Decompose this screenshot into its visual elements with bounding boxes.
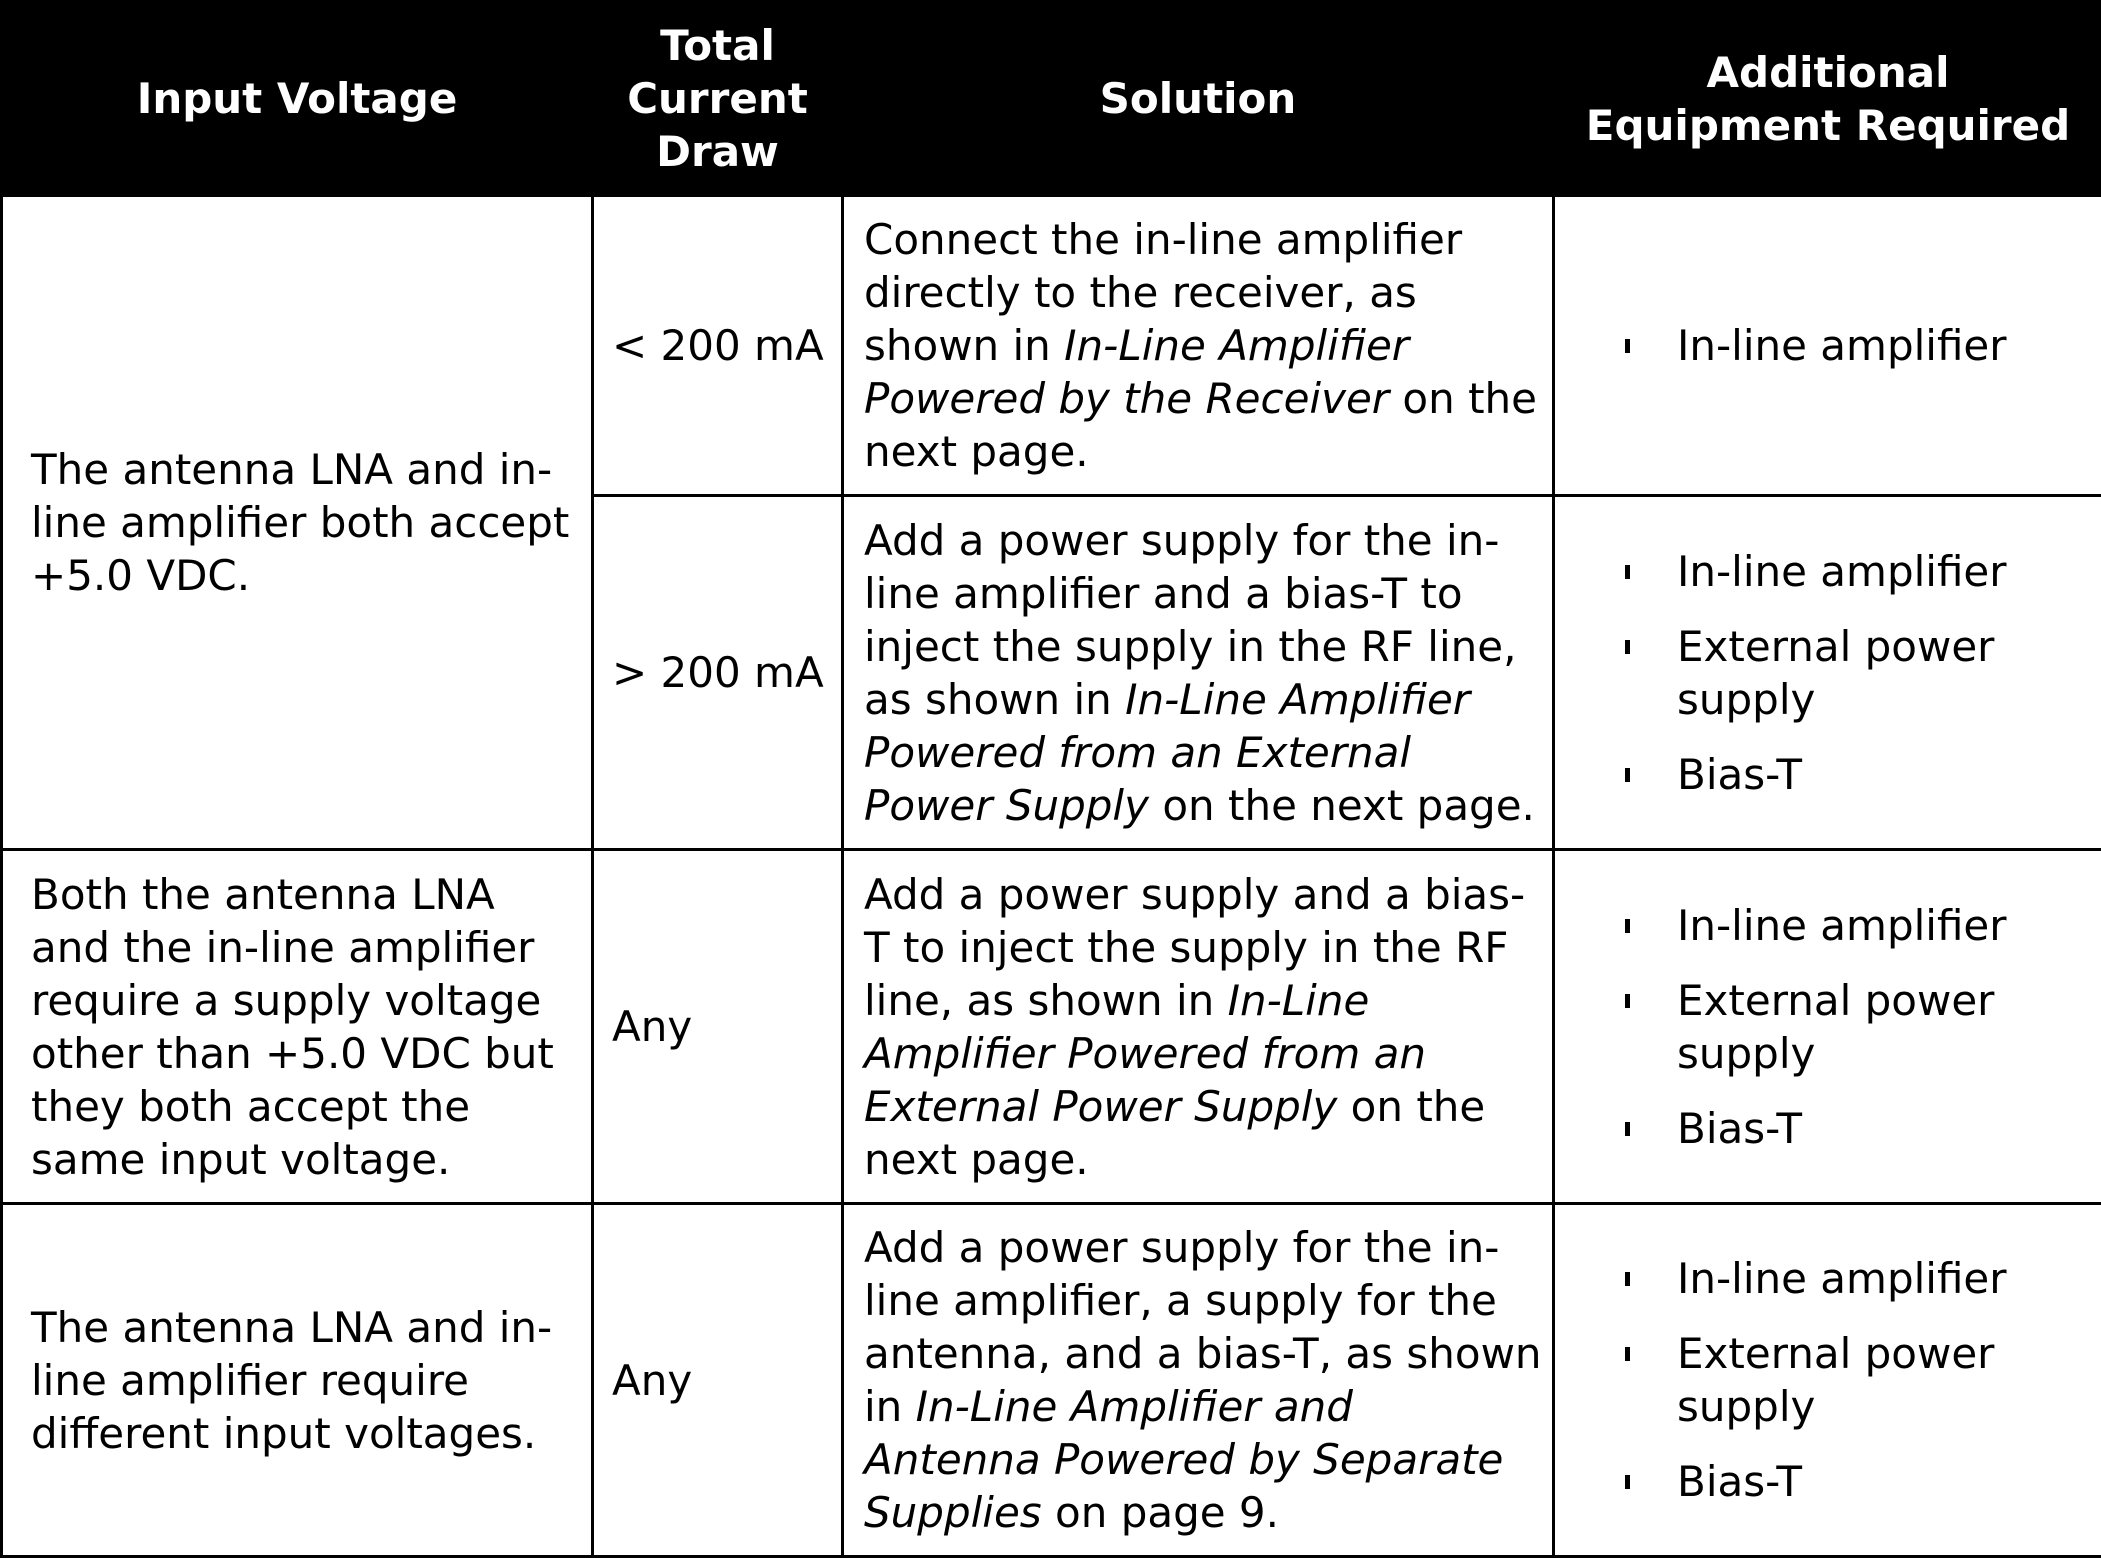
header-input-voltage: Input Voltage xyxy=(2,2,593,196)
solution-text: on the next page. xyxy=(864,374,1537,476)
equipment-list xyxy=(1625,899,2087,1155)
bullet-icon xyxy=(1625,565,1630,579)
solution-cell xyxy=(843,496,1554,850)
equipment-item-label: External power supply xyxy=(1677,976,1994,1078)
list-item xyxy=(1625,1102,2087,1155)
equipment-cell xyxy=(1554,496,2101,850)
list-item xyxy=(1625,545,2087,598)
header-total-current-draw: Total Current Draw xyxy=(593,2,843,196)
list-item xyxy=(1625,1252,2087,1305)
bullet-icon xyxy=(1625,640,1630,654)
list-item xyxy=(1625,748,2087,801)
current-draw-cell: > 200 mA xyxy=(593,496,843,850)
equipment-item-label: In-line amplifier xyxy=(1677,321,2007,370)
equipment-item-label: Bias-T xyxy=(1677,1457,1802,1506)
solution-reference: In-Line Amplifier Powered from an External Power Supply xyxy=(864,976,1426,1131)
header-row xyxy=(2,2,2101,196)
equipment-item-label: Bias-T xyxy=(1677,750,1802,799)
list-item xyxy=(1625,1327,2087,1433)
bullet-icon xyxy=(1625,1347,1630,1361)
solution-text: on the next page. xyxy=(1149,781,1535,830)
solution-text: Add a power supply and a bias-T to inject the supply in the RF line, as shown in xyxy=(864,870,1525,1025)
list-item xyxy=(1625,974,2087,1080)
bullet-icon xyxy=(1625,1122,1630,1136)
solution-reference: In-Line Amplifier Powered by the Receiver xyxy=(864,321,1409,423)
equipment-item-label: In-line amplifier xyxy=(1677,1254,2007,1303)
bullet-icon xyxy=(1625,339,1630,353)
header-solution: Solution xyxy=(843,2,1554,196)
equipment-cell xyxy=(1554,1204,2101,1557)
equipment-cell xyxy=(1554,850,2101,1204)
bullet-icon xyxy=(1625,919,1630,933)
solution-cell xyxy=(843,196,1554,496)
solution-reference: In-Line Amplifier Powered from an External Power Supply xyxy=(864,675,1470,830)
current-draw-cell: Any xyxy=(593,1204,843,1557)
bullet-icon xyxy=(1625,1272,1630,1286)
bullet-icon xyxy=(1625,994,1630,1008)
table-row xyxy=(2,1204,2101,1557)
equipment-item-label: Bias-T xyxy=(1677,1104,1802,1153)
input-voltage-cell: Both the antenna LNA and the in-line amplifier require a supply voltage other than +5.0 VDC but they both accept the same input voltage. xyxy=(2,850,593,1204)
solution-text: Add a power supply for the in-line amplifier and a bias-T to inject the supply in the RF line, as shown in xyxy=(864,516,1516,724)
list-item xyxy=(1625,319,2087,372)
equipment-item-label: In-line amplifier xyxy=(1677,547,2007,596)
equipment-list xyxy=(1625,319,2087,372)
equipment-item-label: In-line amplifier xyxy=(1677,901,2007,950)
list-item xyxy=(1625,1455,2087,1508)
solution-cell xyxy=(843,1204,1554,1557)
solution-text: on the next page. xyxy=(864,1082,1485,1184)
input-voltage-cell: The antenna LNA and in-line amplifier both accept +5.0 VDC. xyxy=(2,196,593,850)
table-row xyxy=(2,850,2101,1204)
input-voltage-cell: The antenna LNA and in-line amplifier require different input voltages. xyxy=(2,1204,593,1557)
current-draw-cell: < 200 mA xyxy=(593,196,843,496)
equipment-item-label: External power supply xyxy=(1677,622,1994,724)
header-additional-equipment: Additional Equipment Required xyxy=(1554,2,2101,196)
bullet-icon xyxy=(1625,768,1630,782)
solution-reference: In-Line Amplifier and Antenna Powered by Separate Supplies xyxy=(864,1382,1503,1537)
equipment-item-label: External power supply xyxy=(1677,1329,1994,1431)
bullet-icon xyxy=(1625,1475,1630,1489)
list-item xyxy=(1625,899,2087,952)
equipment-cell xyxy=(1554,196,2101,496)
current-draw-cell: Any xyxy=(593,850,843,1204)
solution-text: on page 9. xyxy=(1042,1488,1279,1537)
equipment-list xyxy=(1625,545,2087,801)
table-row xyxy=(2,196,2101,496)
equipment-list xyxy=(1625,1252,2087,1508)
solution-cell xyxy=(843,850,1554,1204)
list-item xyxy=(1625,620,2087,726)
solution-text: Add a power supply for the in-line amplifier, a supply for the antenna, and a bias-T, as shown in xyxy=(864,1223,1542,1431)
solution-text: Connect the in-line amplifier directly to the receiver, as shown in xyxy=(864,215,1462,370)
